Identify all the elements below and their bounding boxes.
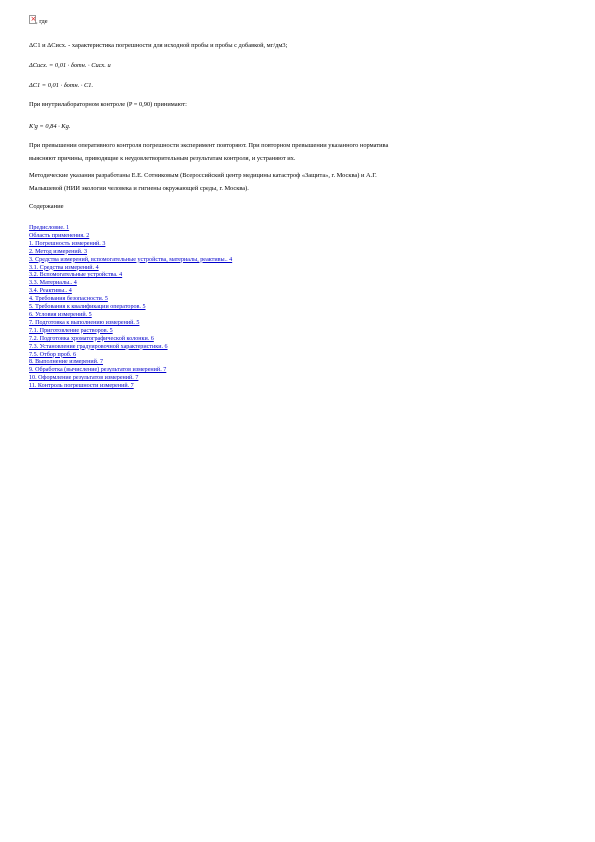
toc-link[interactable]: Предисловие. 1 bbox=[29, 225, 70, 231]
toc-link[interactable]: 3.1. Средства измерений. 4 bbox=[29, 264, 99, 271]
toc-link[interactable]: 2. Метод измерений. 3 bbox=[29, 248, 87, 255]
repeat-control-paragraph bbox=[29, 140, 569, 165]
toc-link[interactable]: 7. Подготовка к выполнению измерений. 5 bbox=[29, 319, 140, 326]
toc-link[interactable]: 7.5. Отбор проб. 6 bbox=[29, 351, 76, 358]
toc-link[interactable]: 11. Контроль погрешности измерений. 7 bbox=[29, 383, 134, 390]
table-of-contents bbox=[29, 225, 232, 391]
where-label: , где bbox=[36, 18, 48, 25]
toc-link[interactable]: 7.1. Приготовление растворов. 5 bbox=[29, 327, 113, 334]
definition-paragraph: ΔC1 и ΔCисх. - характеристика погрешности для исходной пробы и пробы с добавкой, мг/дм3; bbox=[29, 42, 288, 49]
contents-heading: Содержание bbox=[29, 203, 64, 210]
toc-link[interactable]: 3.4. Реактивы.. 4 bbox=[29, 288, 72, 295]
toc-link[interactable]: 3. Средства измерений, вспомогательные устройства, материалы, реактивы.. 4 bbox=[29, 256, 233, 263]
toc-link[interactable]: 3.2. Вспомогательные устройства. 4 bbox=[29, 272, 123, 279]
authors-line-1: Методические указания разработаны Е.Е. Сотниковым (Всероссийский центр медицины катастроф «Защита», г. Москва) и А.Г. bbox=[29, 172, 377, 179]
broken-image-icon bbox=[29, 15, 36, 24]
toc-link[interactable]: 6. Условия измерений. 5 bbox=[29, 311, 92, 318]
repeat-control-line-2: выясняют причины, приводящие к неудовлетворительным результатам контроля, и устраняют их. bbox=[29, 154, 296, 162]
toc-link[interactable]: 4. Требования безопасности. 5 bbox=[29, 296, 108, 303]
toc-link[interactable]: 7.3. Установление градуировочной характеристики. 6 bbox=[29, 343, 168, 350]
formula-sample-error: ΔC1 = 0,01 · δотн. · C1. bbox=[29, 82, 94, 89]
where-line bbox=[29, 15, 569, 29]
authors-line-2: Малышевой (НИИ экологии человека и гигиены окружающей среды, г. Москва). bbox=[29, 184, 249, 192]
toc-link[interactable]: Область применения. 2 bbox=[29, 232, 90, 239]
control-intro-paragraph: При внутрилабораторном контроле (P = 0,90) принимают: bbox=[29, 101, 187, 108]
toc-link[interactable]: 1. Погрешность измерений. 3 bbox=[29, 240, 106, 247]
toc-link[interactable]: 10. Оформление результатов измерений. 7 bbox=[29, 375, 139, 382]
toc-link[interactable]: 8. Выполнение измерений. 7 bbox=[29, 359, 104, 366]
toc-link[interactable]: 5. Требования к квалификации операторов. 5 bbox=[29, 304, 146, 311]
formula-control-norm: K'g = 0,84 · Kg. bbox=[29, 123, 71, 130]
toc-link[interactable]: 9. Обработка (вычисление) результатов измерений. 7 bbox=[29, 367, 167, 374]
authors-paragraph bbox=[29, 170, 569, 195]
toc-link[interactable]: 3.3. Материалы.. 4 bbox=[29, 280, 77, 287]
formula-initial-error: ΔCисх. = 0,01 · δотн. · Cисх. и bbox=[29, 62, 111, 69]
toc-link[interactable]: 7.2. Подготовка хроматографической колонки. 6 bbox=[29, 335, 154, 342]
repeat-control-line-1: При превышении оперативного контроля погрешности эксперимент повторяют. При повторном превышении указанного норматива bbox=[29, 142, 389, 149]
